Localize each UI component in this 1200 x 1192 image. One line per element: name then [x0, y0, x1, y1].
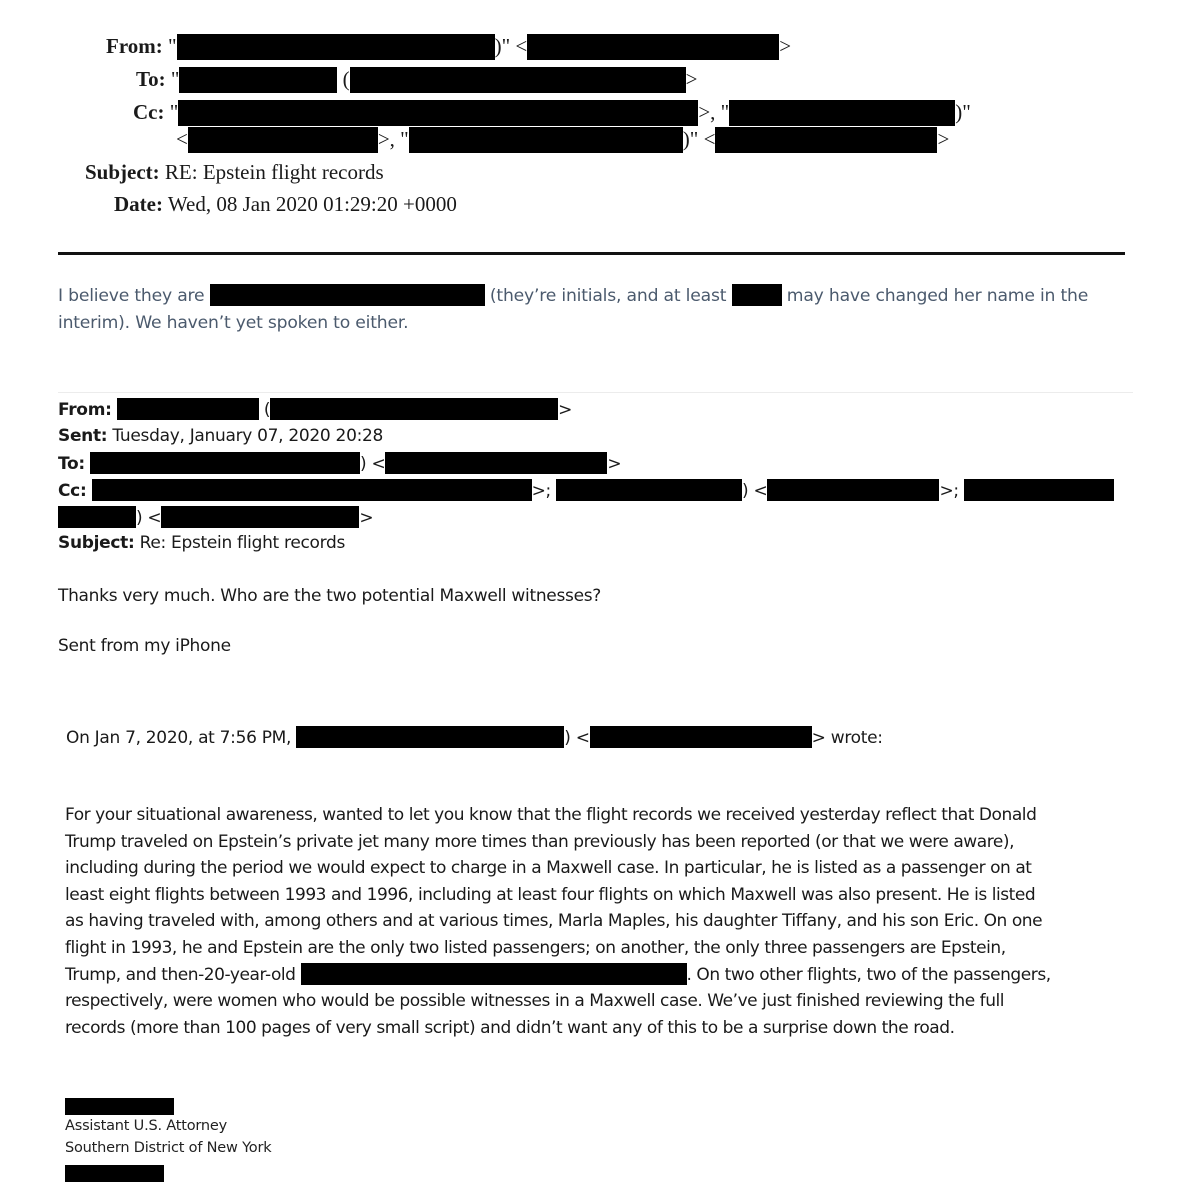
fwd-signature: Sent from my iPhone [58, 636, 231, 656]
from-label: From: [106, 34, 163, 58]
redacted-cc-4 [409, 127, 683, 153]
header-from-row: From: " )" < > [106, 34, 791, 61]
redacted-to-name [179, 67, 337, 93]
header-cc-row: Cc: " >, " )" [133, 100, 971, 127]
quoted-attribution: On Jan 7, 2020, at 7:56 PM, ) < > wrote: [66, 728, 883, 748]
body-line: Trump traveled on Epstein’s private jet many more times than previously has been reported (or that we were aware), [65, 831, 1015, 852]
redacted-fwd-from-name [117, 398, 259, 420]
redacted-sender-email [590, 726, 812, 748]
reply-text-part1: I believe they are [58, 286, 205, 306]
subject-value: RE: Epstein flight records [164, 160, 384, 184]
header-divider [58, 252, 1125, 255]
body-line: flight in 1993, he and Epstein are the only two listed passengers; on another, the only three passengers are Epstein, [65, 937, 1006, 958]
signature-office: Southern District of New York [65, 1140, 272, 1156]
fwd-cc-row-2: ) < > [58, 507, 373, 529]
redacted-cc-2 [729, 100, 955, 126]
attribution-prefix: On Jan 7, 2020, at 7:56 PM, [66, 728, 292, 748]
redacted-cc-1 [178, 100, 698, 126]
line7-prefix: Trump, and then-20-year-old [65, 964, 296, 985]
subject-label: Subject: [85, 160, 160, 184]
reply-text-line2: interim). We haven’t yet spoken to either. [58, 313, 409, 333]
line7-suffix: . On two other flights, two of the passengers, [686, 964, 1051, 985]
redacted-fwd-cc-2 [556, 479, 742, 501]
redacted-witness-name [732, 284, 782, 306]
redacted-witness-initials [210, 284, 485, 306]
to-label: To: [136, 67, 166, 91]
fwd-cc-label: Cc: [58, 481, 87, 501]
cc-label: Cc: [133, 100, 165, 124]
redacted-fwd-to-name [90, 452, 360, 474]
redacted-passenger-name [301, 963, 687, 985]
redacted-fwd-to-email [385, 452, 607, 474]
reply-message [58, 283, 1148, 337]
fwd-sent-row [58, 426, 383, 446]
redacted-fwd-cc-5 [58, 506, 136, 528]
redacted-cc-5 [715, 127, 937, 153]
redacted-signature-contact [65, 1165, 164, 1182]
redacted-cc-3 [188, 127, 378, 153]
fwd-message: Thanks very much. Who are the two potential Maxwell witnesses? [58, 586, 602, 606]
body-line-redacted [65, 962, 1155, 989]
body-line: For your situational awareness, wanted to let you know that the flight records we received yesterday reflect that Donald [65, 805, 1037, 825]
redacted-fwd-cc-1 [92, 479, 532, 501]
fwd-from-label: From: [58, 400, 112, 420]
redacted-fwd-cc-3 [767, 479, 939, 501]
redacted-from-name [177, 34, 495, 60]
body-line: respectively, were women who would be possible witnesses in a Maxwell case. We’ve just finished reviewing the full [65, 991, 1005, 1012]
header-to-row: To: " ( > [136, 67, 698, 94]
redacted-to-email [350, 67, 686, 93]
redacted-sender-name [296, 726, 564, 748]
fwd-to-label: To: [58, 454, 85, 474]
fwd-sent-value: Tuesday, January 07, 2020 20:28 [112, 426, 384, 446]
date-value: Wed, 08 Jan 2020 01:29:20 +0000 [167, 192, 457, 216]
fwd-to-row: To: ) < > [58, 454, 622, 474]
header-date-row [114, 192, 457, 217]
reply-text-part3: may have changed her name in the [786, 286, 1089, 306]
fwd-subject-value: Re: Epstein flight records [139, 533, 346, 553]
fwd-from-row: From: ( > [58, 400, 573, 420]
redacted-from-email [527, 34, 779, 60]
header-cc-row-2: < >, " )" < > [176, 127, 949, 154]
reply-separator [58, 392, 1133, 393]
fwd-sent-label: Sent: [58, 426, 108, 446]
fwd-cc-row: Cc: >; ) < >; [58, 480, 1114, 502]
body-line: including during the period we would expect to charge in a Maxwell case. In particular, he is listed as a passenger on at [65, 858, 1032, 879]
reply-text-part2: (they’re initials, and at least [489, 286, 727, 306]
header-subject-row [85, 160, 384, 185]
attribution-suffix: wrote: [830, 728, 883, 748]
redacted-fwd-cc-6 [161, 506, 359, 528]
body-line: records (more than 100 pages of very small script) and didn’t want any of this to be a surprise down the road. [65, 1017, 955, 1038]
fwd-subject-row [58, 533, 345, 553]
date-label: Date: [114, 192, 163, 216]
redacted-fwd-from-email [270, 398, 558, 420]
redacted-fwd-cc-4 [964, 479, 1114, 501]
redacted-signature-name [65, 1098, 174, 1115]
body-line: least eight flights between 1993 and 1996, including at least four flights on which Maxwell was also present. He is listed [65, 884, 1036, 905]
quoted-body [65, 802, 1155, 1041]
signature-title: Assistant U.S. Attorney [65, 1118, 228, 1134]
fwd-subject-label: Subject: [58, 533, 135, 553]
body-line: as having traveled with, among others and at various times, Marla Maples, his daughter Tiffany, and his son Eric. On one [65, 911, 1043, 932]
